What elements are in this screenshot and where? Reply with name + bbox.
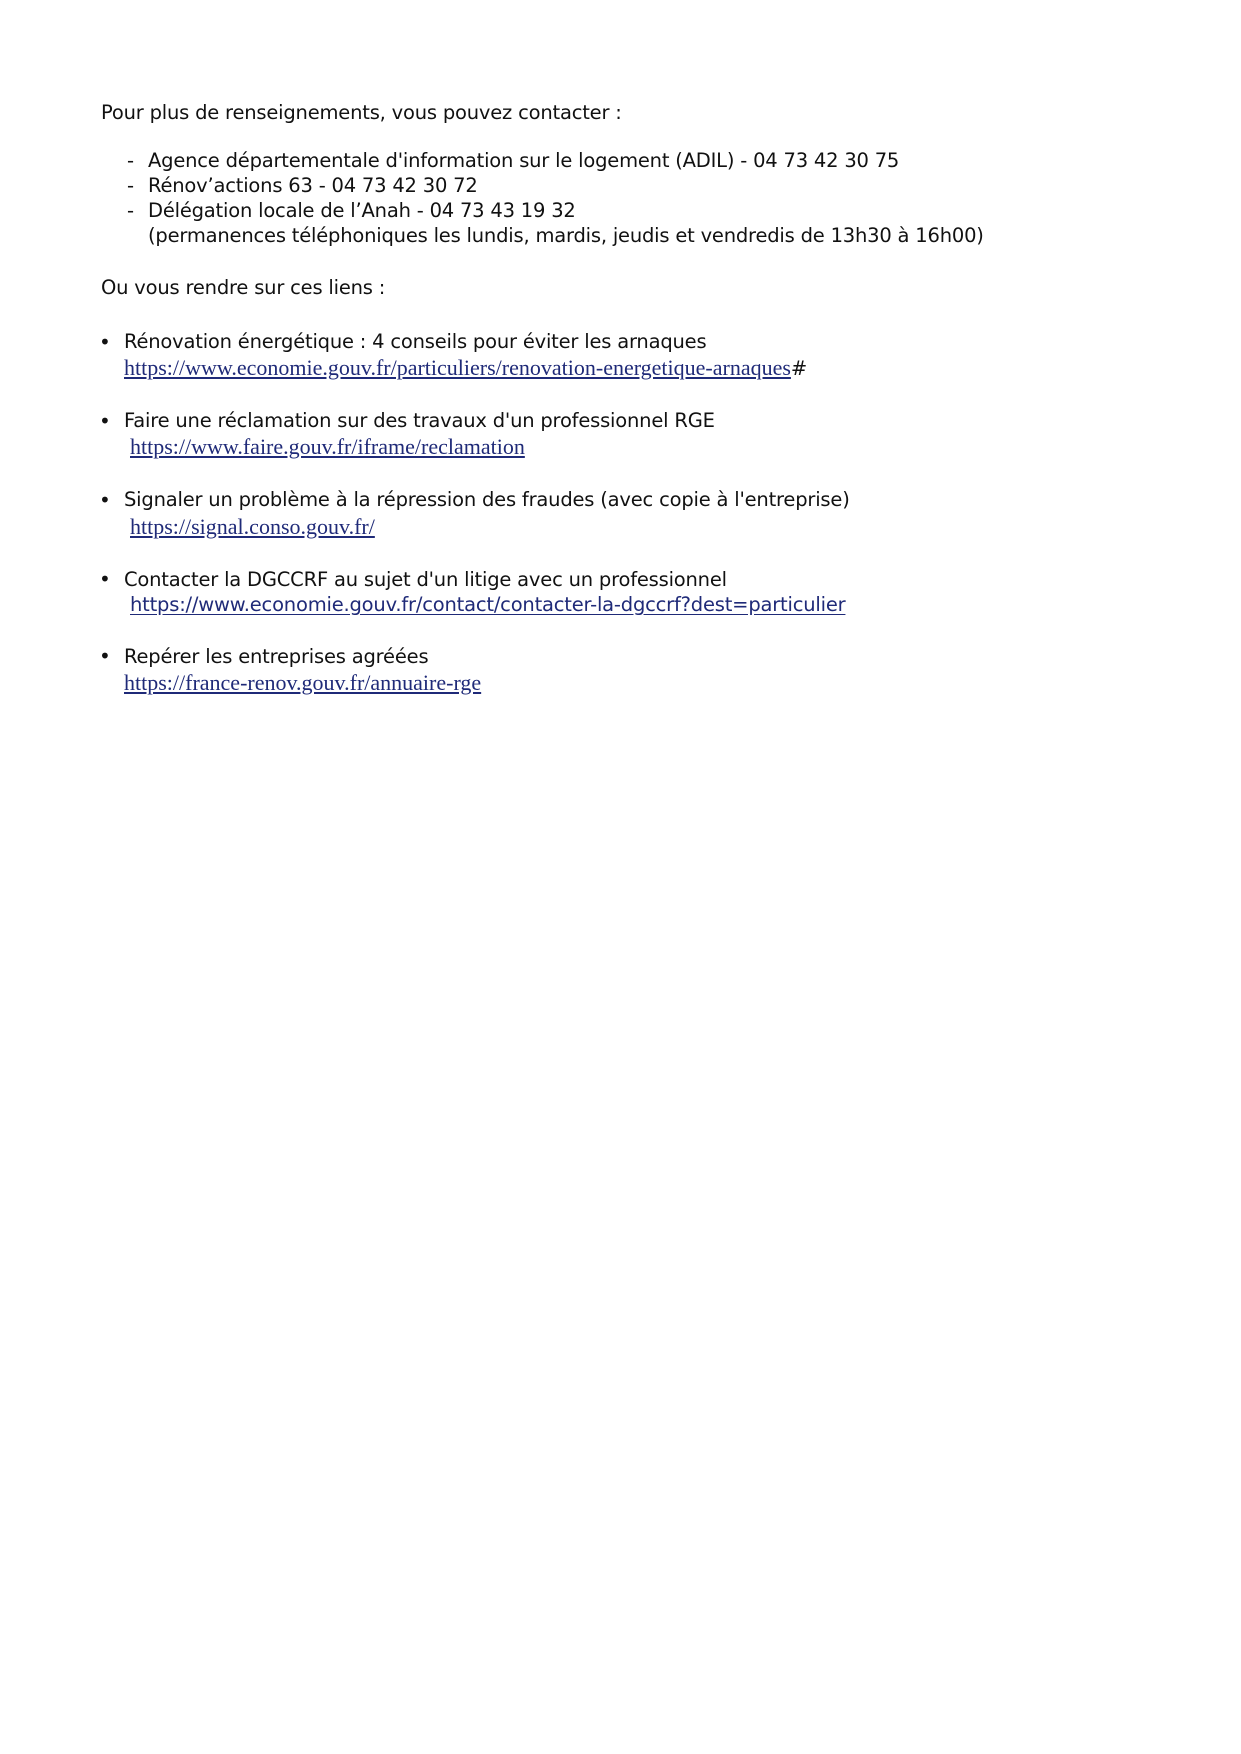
list-marker: - xyxy=(127,149,135,172)
link-title-arnaques: Rénovation énergétique : 4 conseils pour éviter les arnaques xyxy=(124,330,707,353)
contact-adil: Agence départementale d'information sur le logement (ADIL) - 04 73 42 30 75 xyxy=(148,149,900,172)
link-reclamation[interactable]: https://www.faire.gouv.fr/iframe/reclamation xyxy=(130,434,525,459)
link-row-arnaques xyxy=(124,355,807,381)
contact-anah: Délégation locale de l’Anah - 04 73 43 19 32 xyxy=(148,199,576,222)
link-row-annuaire-rge xyxy=(124,670,481,696)
link-title-dgccrf: Contacter la DGCCRF au sujet d'un litige avec un professionnel xyxy=(124,568,727,591)
link-signal-conso[interactable]: https://signal.conso.gouv.fr/ xyxy=(130,514,375,539)
bullet-marker: • xyxy=(99,644,111,668)
link-title-signal-conso: Signaler un problème à la répression des fraudes (avec copie à l'entreprise) xyxy=(124,488,850,511)
link-annuaire-rge[interactable]: https://france-renov.gouv.fr/annuaire-rge xyxy=(124,670,482,695)
link-suffix: # xyxy=(790,357,808,380)
contact-renovactions: Rénov’actions 63 - 04 73 42 30 72 xyxy=(148,174,478,197)
link-row-reclamation xyxy=(130,434,525,460)
link-row-dgccrf xyxy=(130,592,845,617)
links-intro-text: Ou vous rendre sur ces liens : xyxy=(101,276,386,299)
intro-text: Pour plus de renseignements, vous pouvez contacter : xyxy=(101,101,622,124)
link-title-reclamation: Faire une réclamation sur des travaux d'un professionnel RGE xyxy=(124,409,715,432)
link-dgccrf[interactable]: https://www.economie.gouv.fr/contact/contacter-la-dgccrf?dest=particulier xyxy=(130,593,846,616)
contact-anah-note: (permanences téléphoniques les lundis, mardis, jeudis et vendredis de 13h30 à 16h00) xyxy=(148,224,984,247)
bullet-marker: • xyxy=(99,488,111,512)
bullet-marker: • xyxy=(99,409,111,433)
link-arnaques[interactable]: https://www.economie.gouv.fr/particuliers/renovation-energetique-arnaques xyxy=(124,355,791,380)
bullet-marker: • xyxy=(99,567,111,591)
bullet-marker: • xyxy=(99,330,111,354)
list-marker: - xyxy=(127,199,135,222)
list-marker: - xyxy=(127,174,135,197)
link-title-annuaire-rge: Repérer les entreprises agréées xyxy=(124,645,429,668)
link-row-signal-conso xyxy=(130,514,375,540)
